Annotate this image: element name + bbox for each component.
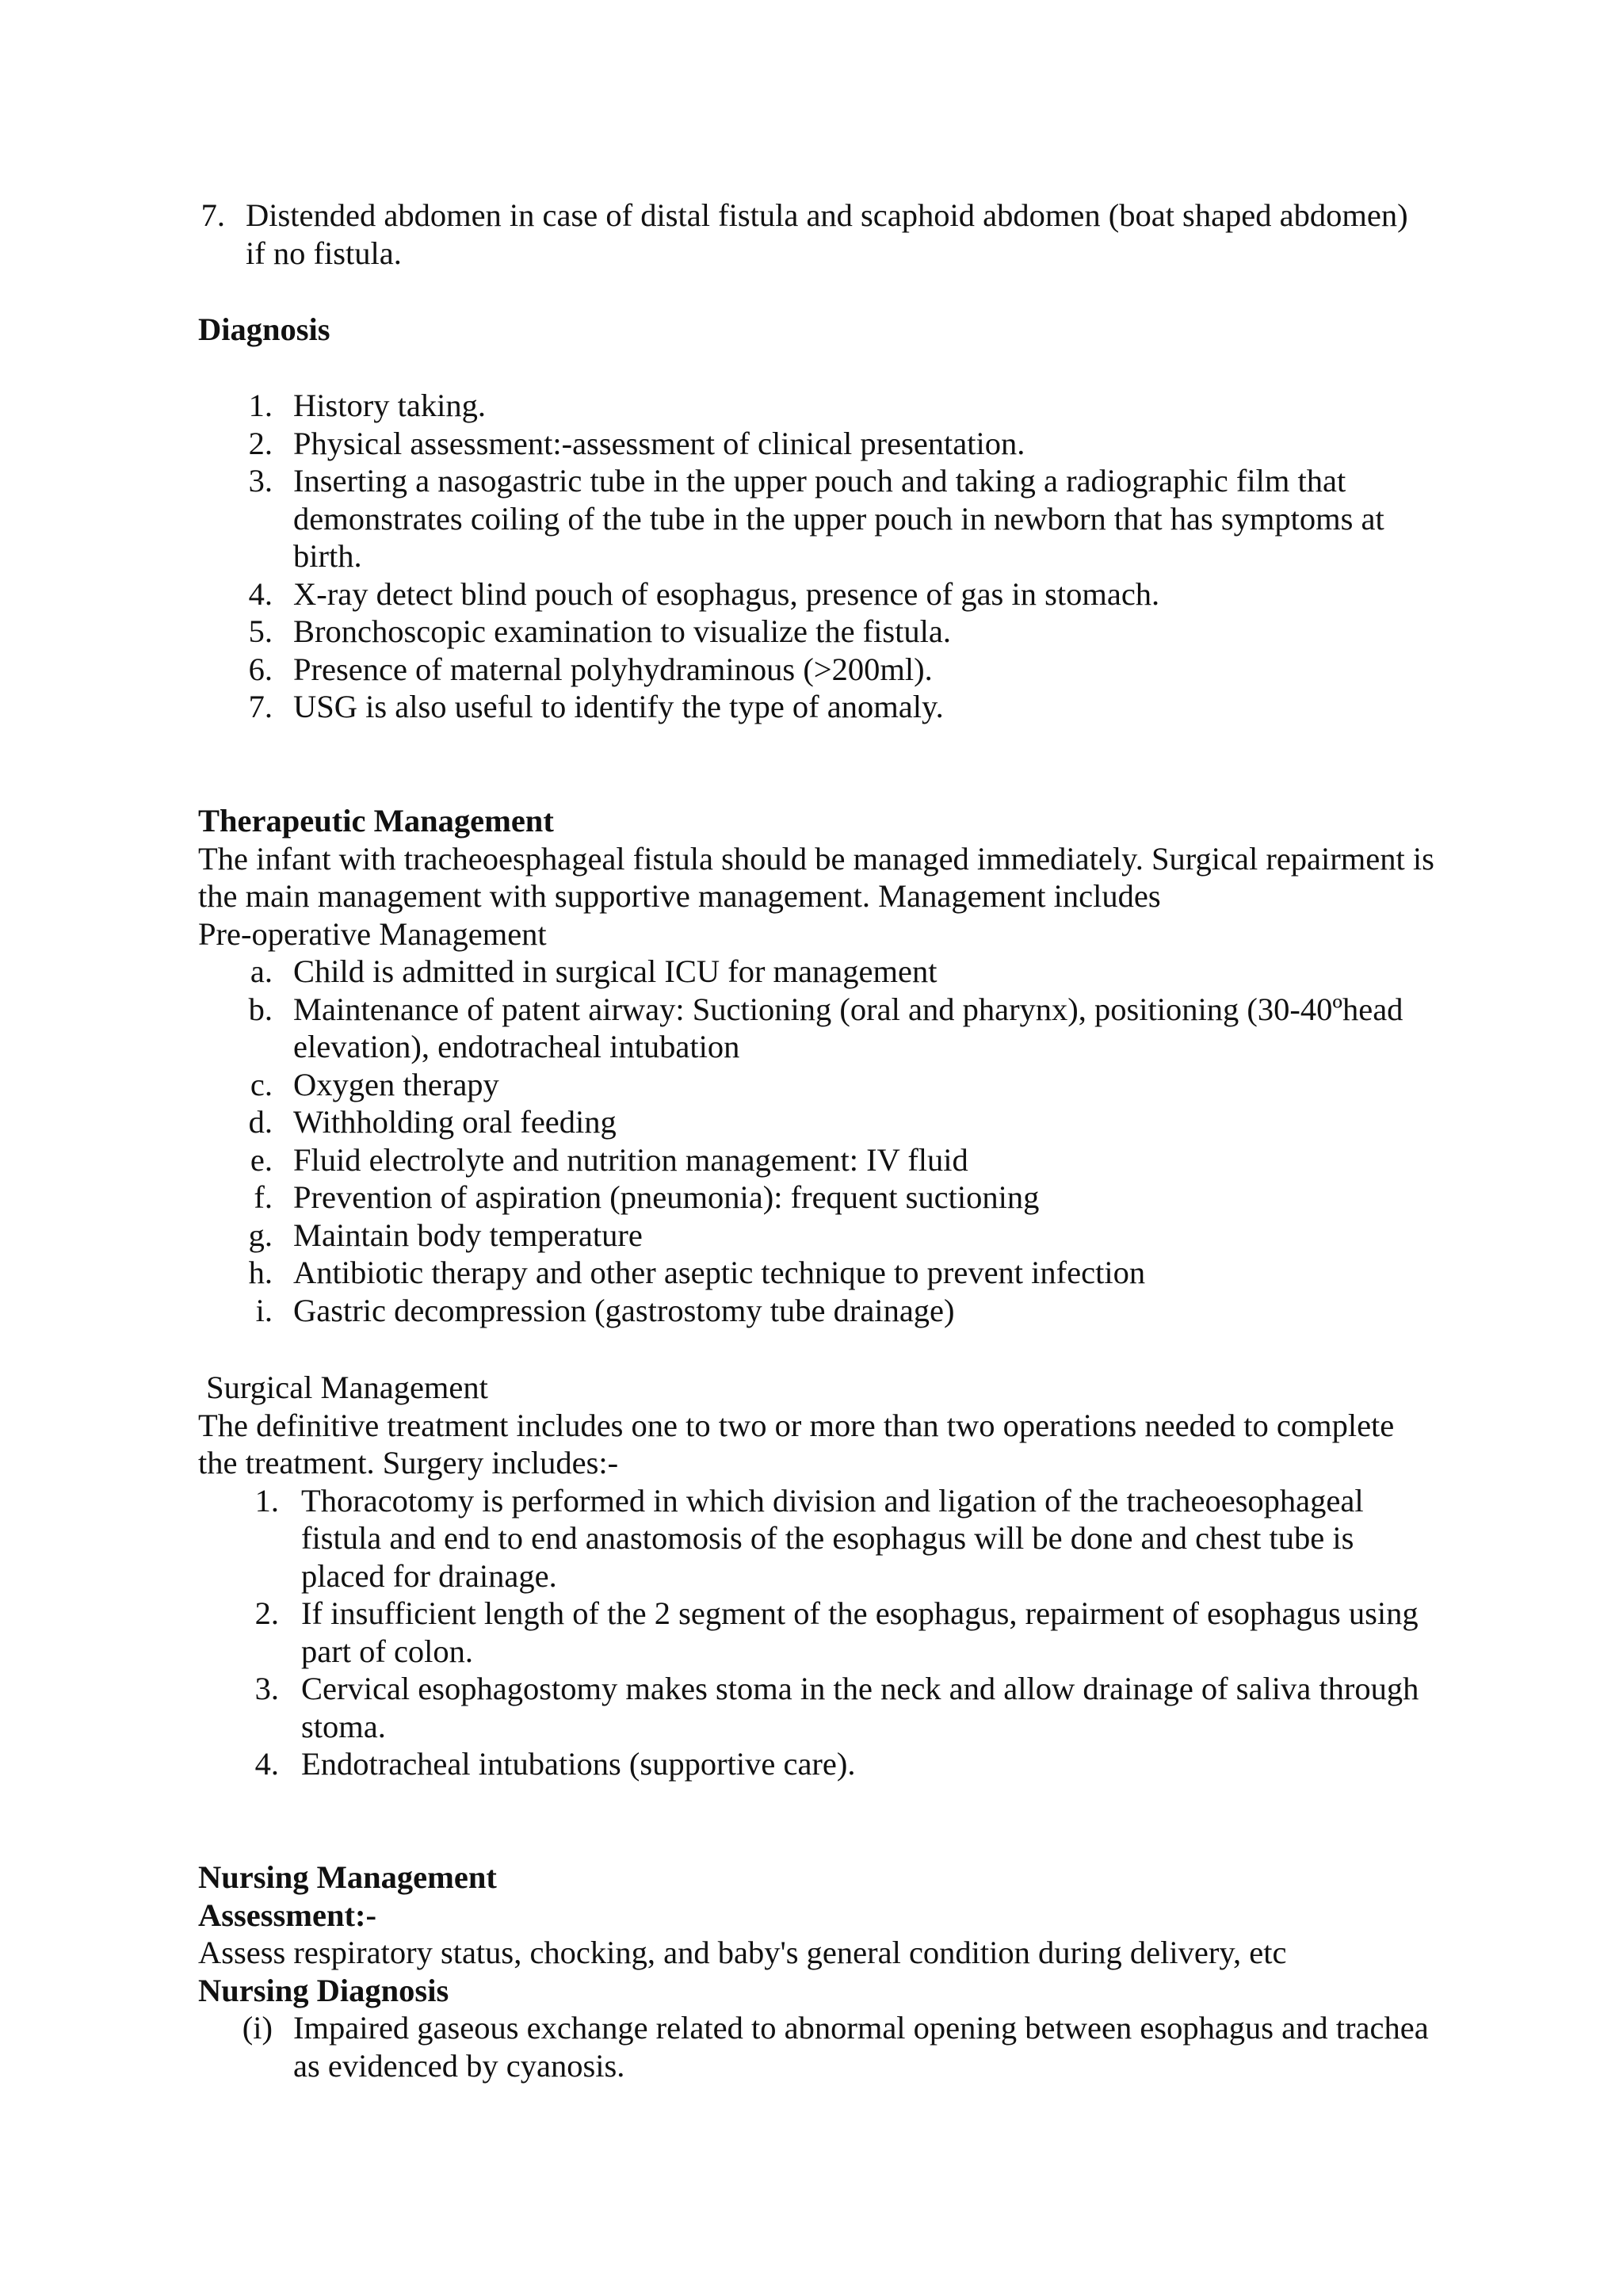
list-item	[198, 1595, 1434, 1670]
list-marker: g.	[248, 1217, 273, 1253]
list-item	[198, 575, 1434, 613]
list-item-text: Fluid electrolyte and nutrition management: IV fluid	[293, 1141, 968, 1178]
list-marker: b.	[248, 991, 273, 1027]
list-item	[198, 1292, 1434, 1330]
surgical-list	[198, 1482, 1434, 1783]
list-item-text: Physical assessment:-assessment of clinical presentation.	[293, 425, 1025, 461]
list-marker: 2.	[248, 425, 273, 461]
list-item-text: Oxygen therapy	[293, 1066, 499, 1102]
assessment-heading: Assessment:-	[198, 1897, 376, 1933]
nursing-section	[198, 1859, 1434, 2084]
intro-list	[198, 197, 1434, 272]
diagnosis-section	[198, 311, 1434, 349]
list-marker: h.	[248, 1255, 273, 1290]
list-item-text: Impaired gaseous exchange related to abnormal opening between esophagus and trachea as evidenced by cyanosis.	[293, 2010, 1429, 2084]
surgical-intro: The definitive treatment includes one to two or more than two operations needed to complete the treatment. Surgery includes:-	[198, 1407, 1395, 1480]
list-item	[198, 651, 1434, 689]
list-marker: 1.	[248, 388, 273, 423]
list-item-text: Prevention of aspiration (pneumonia): frequent suctioning	[293, 1179, 1040, 1215]
therapeutic-intro: The infant with tracheoesphageal fistula should be managed immediately. Surgical repairment is the main management with supportive management. Management includes	[198, 840, 1434, 914]
diagnosis-heading: Diagnosis	[198, 311, 330, 347]
list-item-text: Inserting a nasogastric tube in the upper pouch and taking a radiographic film that demonstrates coiling of the tube in the upper pouch in newborn that has symptoms at birth.	[293, 463, 1384, 574]
diagnosis-list-container	[198, 387, 1434, 726]
list-item-text: Distended abdomen in case of distal fistula and scaphoid abdomen (boat shaped abdomen) if no fistula.	[246, 197, 1408, 271]
list-marker: e.	[250, 1141, 273, 1178]
list-marker: 2.	[254, 1595, 279, 1631]
list-item-text: Antibiotic therapy and other aseptic technique to prevent infection	[293, 1255, 1146, 1290]
list-item	[198, 197, 1434, 272]
list-item	[198, 387, 1434, 425]
list-item	[198, 1745, 1434, 1783]
list-marker: 7.	[200, 197, 225, 233]
list-item-text: History taking.	[293, 388, 486, 423]
list-item-text: Cervical esophagostomy makes stoma in the neck and allow drainage of saliva through stoma.	[301, 1671, 1419, 1744]
list-item	[198, 613, 1434, 651]
list-marker: 5.	[248, 613, 273, 649]
list-item-text: Maintenance of patent airway: Suctioning (oral and pharynx), positioning (30-40ºhead elevation), endotracheal intubation	[293, 991, 1403, 1064]
list-item	[198, 425, 1434, 463]
diagnosis-list	[198, 387, 1434, 726]
list-marker: a.	[250, 953, 273, 989]
surgical-section	[198, 1369, 1434, 1783]
list-item-text: Bronchoscopic examination to visualize the fistula.	[293, 613, 952, 649]
list-marker: 4.	[254, 1746, 279, 1782]
list-marker: 1.	[254, 1482, 279, 1519]
list-item-text: Maintain body temperature	[293, 1217, 643, 1253]
list-item	[198, 1217, 1434, 1255]
list-item	[198, 991, 1434, 1066]
therapeutic-heading: Therapeutic Management	[198, 803, 554, 839]
list-item	[198, 1482, 1434, 1595]
assessment-text: Assess respiratory status, chocking, and baby's general condition during delivery, etc	[198, 1935, 1287, 1970]
list-item	[198, 953, 1434, 991]
list-item-text: Thoracotomy is performed in which division and ligation of the tracheoesophageal fistula and end to end anastomosis of the esophagus will be done and chest tube is placed for drainage.	[301, 1482, 1364, 1594]
list-marker: c.	[250, 1066, 273, 1102]
list-item	[198, 462, 1434, 575]
preoperative-subheading: Pre-operative Management	[198, 915, 547, 952]
list-item	[198, 1670, 1434, 1745]
list-item	[198, 1066, 1434, 1104]
surgical-heading: Surgical Management	[198, 1370, 488, 1405]
list-marker: f.	[254, 1179, 273, 1215]
list-item-text: X-ray detect blind pouch of esophagus, presence of gas in stomach.	[293, 575, 1160, 612]
list-item-text: Withholding oral feeding	[293, 1104, 617, 1140]
list-item-text: USG is also useful to identify the type of anomaly.	[293, 689, 944, 724]
list-item	[198, 1103, 1434, 1141]
list-marker: (i)	[242, 2010, 273, 2046]
list-item-text: Endotracheal intubations (supportive care).	[301, 1746, 856, 1782]
list-item	[198, 1141, 1434, 1179]
intro-ordered-list	[198, 197, 1434, 272]
list-marker: i.	[255, 1292, 273, 1328]
list-item-text: Gastric decompression (gastrostomy tube drainage)	[293, 1292, 955, 1328]
nursing-diagnosis-heading: Nursing Diagnosis	[198, 1972, 449, 2008]
list-marker: d.	[248, 1104, 273, 1140]
list-item	[198, 688, 1434, 726]
nursing-diagnosis-list	[198, 2009, 1434, 2084]
list-item-text: Child is admitted in surgical ICU for management	[293, 953, 938, 989]
list-marker: 3.	[248, 463, 273, 499]
list-marker: 3.	[254, 1671, 279, 1706]
list-marker: 6.	[248, 651, 273, 687]
list-item	[198, 1254, 1434, 1292]
therapeutic-section	[198, 802, 1434, 1329]
list-item-text: If insufficient length of the 2 segment of the esophagus, repairment of esophagus using part of colon.	[301, 1595, 1419, 1669]
preoperative-list	[198, 953, 1434, 1329]
list-item-text: Presence of maternal polyhydraminous (>200ml).	[293, 651, 933, 687]
nursing-heading: Nursing Management	[198, 1859, 497, 1895]
list-marker: 4.	[248, 575, 273, 612]
list-marker: 7.	[248, 689, 273, 724]
list-item	[198, 1179, 1434, 1217]
list-item	[198, 2009, 1434, 2084]
